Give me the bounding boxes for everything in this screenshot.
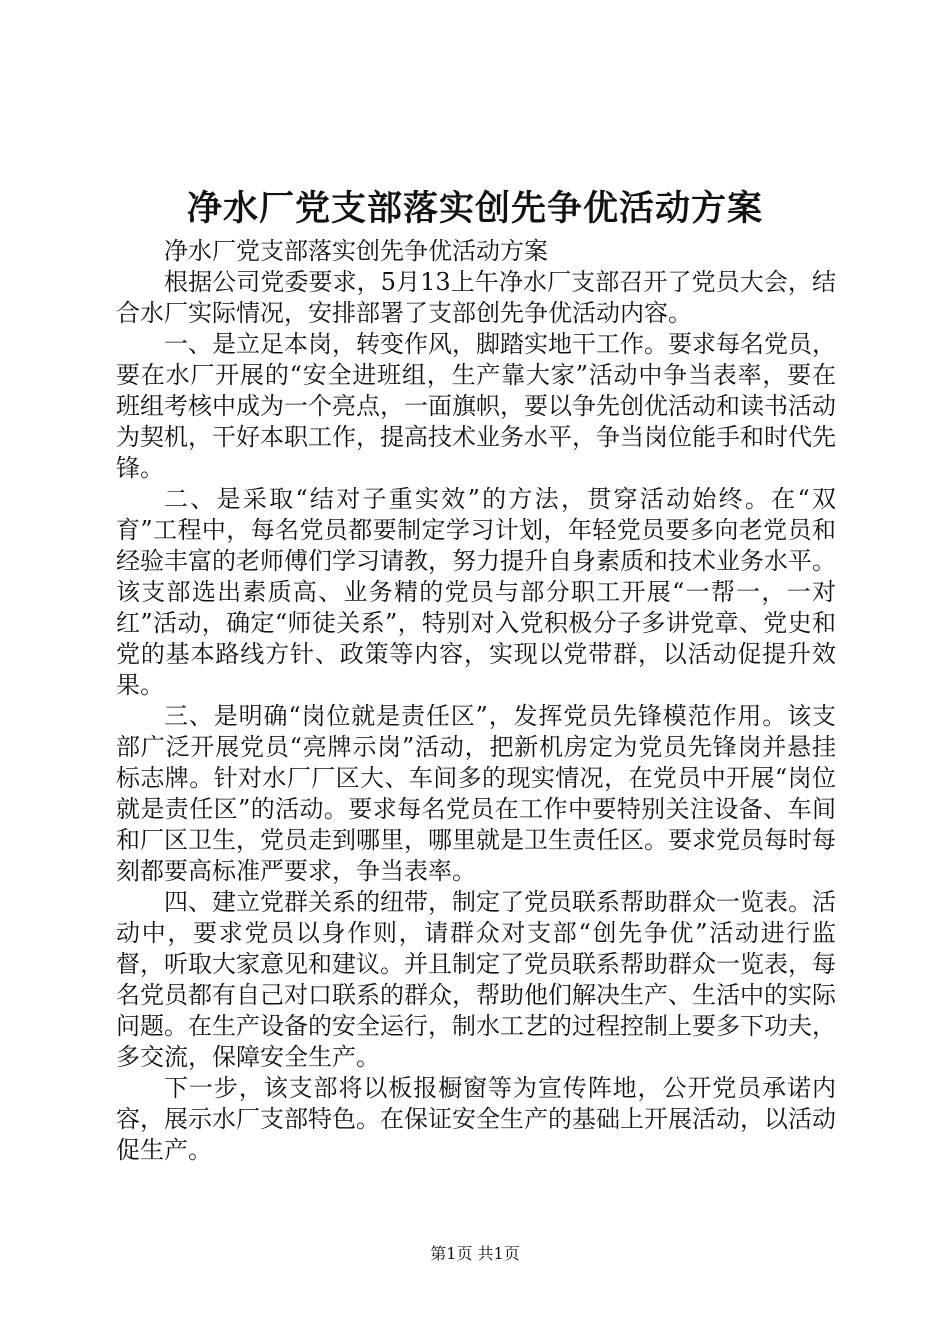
paragraph-section-4: 四、建立党群关系的纽带，制定了党员联系帮助群众一览表。活动中，要求党员以身作则，请群众对支部“创先争优”活动进行监督，听取大家意见和建议。并且制定了党员联系帮助群众一览表，每名党员都有自己对口联系的群众，帮助他们解决生产、生活中的实际问题。在生产设备的安全运行，制水工艺的过程控制上要多下功夫，多交流，保障安全生产。 — [116, 888, 836, 1071]
page-number-footer: 第1页 共1页 — [430, 1244, 520, 1263]
paragraph-section-2: 二、是采取“结对子重实效”的方法，贯穿活动始终。在“双育”工程中，每名党员都要制定学习计划，年轻党员要多向老党员和经验丰富的老师傅们学习请教，努力提升自身素质和技术业务水平。该支部选出素质高、业务精的党员与部分职工开展“一帮一，一对红”活动，确定“师徒关系”，特别对入党积极分子多讲党章、党史和党的基本路线方针、政策等内容，实现以党带群，以活动促提升效果。 — [116, 485, 836, 699]
document-title: 净水厂党支部落实创先争优活动方案 — [186, 188, 763, 229]
paragraph-intro: 根据公司党委要求，5月13上午净水厂支部召开了党员大会，结合水厂实际情况，安排部署了支部创先争优活动内容。 — [116, 268, 836, 327]
document-body — [116, 236, 836, 1166]
paragraph-subtitle: 净水厂党支部落实创先争优活动方案 — [164, 237, 548, 265]
paragraph-section-1: 一、是立足本岗，转变作风，脚踏实地干工作。要求每名党员，要在水厂开展的“安全进班组，生产靠大家”活动中争当表率，要在班组考核中成为一个亮点，一面旗帜，要以争先创优活动和读书活动为契机，干好本职工作，提高技术业务水平，争当岗位能手和时代先锋。 — [116, 330, 836, 482]
paragraph-section-3: 三、是明确“岗位就是责任区”，发挥党员先锋模范作用。该支部广泛开展党员“亮牌示岗”活动，把新机房定为党员先锋岗并悬挂标志牌。针对水厂厂区大、车间多的现实情况，在党员中开展“岗位就是责任区”的活动。要求每名党员在工作中要特别关注设备、车间和厂区卫生，党员走到哪里，哪里就是卫生责任区。要求党员每时每刻都要高标准严要求，争当表率。 — [116, 702, 836, 885]
paragraph-next-step: 下一步，该支部将以板报橱窗等为宣传阵地，公开党员承诺内容，展示水厂支部特色。在保证安全生产的基础上开展活动，以活动促生产。 — [116, 1074, 836, 1164]
